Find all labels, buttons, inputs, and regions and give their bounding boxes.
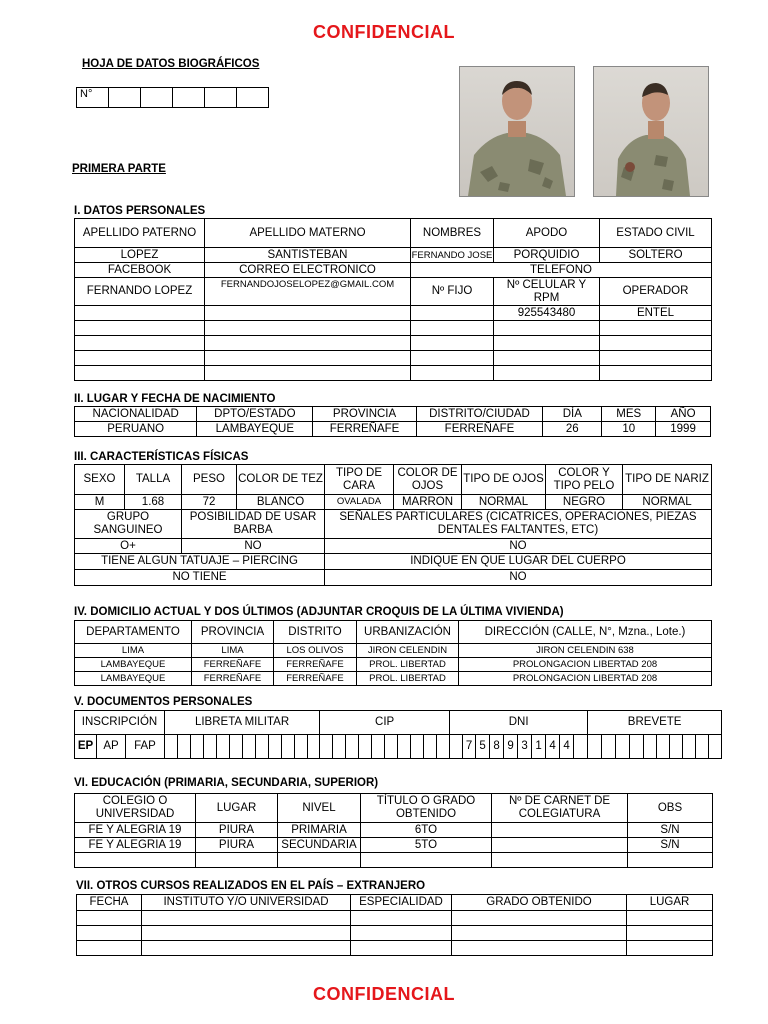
birth-table: [74, 406, 711, 437]
header-tipo-cara: TIPO DE CARA: [325, 465, 394, 495]
dni-digit[interactable]: 4: [546, 735, 560, 759]
header-especialidad: ESPECIALIDAD: [351, 895, 452, 911]
value-mes[interactable]: 10: [602, 422, 656, 437]
education-cell[interactable]: [75, 853, 196, 868]
header-urbanizacion: URBANIZACIÓN: [357, 621, 459, 644]
header-departamento: DEPARTAMENTO: [75, 621, 192, 644]
value-lugar-cuerpo[interactable]: NO: [325, 570, 712, 586]
value-estado-civil[interactable]: SOLTERO: [600, 248, 712, 263]
header-instituto: INSTITUTO Y/O UNIVERSIDAD: [142, 895, 351, 911]
course-cell[interactable]: [351, 941, 452, 956]
value-apodo[interactable]: PORQUIDIO: [494, 248, 600, 263]
header-tipo-nariz: TIPO DE NARIZ: [623, 465, 712, 495]
header-brevete: BREVETE: [588, 711, 722, 735]
confidential-header: CONFIDENCIAL: [313, 22, 455, 42]
section-1-title: I. DATOS PERSONALES: [74, 205, 206, 217]
value-color-ojos[interactable]: MARRON: [394, 495, 462, 510]
libreta-digit[interactable]: [308, 735, 320, 759]
empty-cell[interactable]: [75, 306, 205, 321]
brevete-digit[interactable]: [683, 735, 696, 759]
address-cell[interactable]: PROLONGACION LIBERTAD 208: [459, 658, 712, 672]
education-cell[interactable]: [492, 838, 628, 853]
empty-cell[interactable]: [600, 321, 712, 336]
libreta-digit[interactable]: [269, 735, 282, 759]
header-color-pelo: COLOR Y TIPO PELO: [546, 465, 623, 495]
empty-cell[interactable]: [411, 336, 494, 351]
header-grupo-sanguineo: GRUPO SANGUINEO: [75, 510, 182, 539]
header-facebook: FACEBOOK: [75, 263, 205, 278]
libreta-digit[interactable]: [243, 735, 256, 759]
header-mes: MES: [602, 407, 656, 422]
header-celular: Nº CELULAR Y RPM: [494, 278, 600, 306]
value-tipo-ojos[interactable]: NORMAL: [462, 495, 546, 510]
header-nacionalidad: NACIONALIDAD: [75, 407, 197, 422]
value-tatuaje[interactable]: NO TIENE: [75, 570, 325, 586]
cip-digit[interactable]: [359, 735, 372, 759]
cip-digit[interactable]: [372, 735, 385, 759]
empty-cell[interactable]: [600, 351, 712, 366]
profile-photo: [593, 66, 709, 197]
dni-digit[interactable]: [450, 735, 463, 759]
cip-digit[interactable]: [346, 735, 359, 759]
course-cell[interactable]: [351, 911, 452, 926]
course-cell[interactable]: [77, 926, 142, 941]
value-tipo-cara[interactable]: OVALADA: [325, 495, 394, 510]
confidential-footer: CONFIDENCIAL: [313, 984, 455, 1004]
empty-cell[interactable]: [494, 366, 600, 381]
value-nombres[interactable]: FERNANDO JOSE: [411, 249, 493, 261]
number-cell[interactable]: [141, 88, 173, 108]
value-operador[interactable]: ENTEL: [600, 306, 712, 321]
empty-cell[interactable]: [75, 366, 205, 381]
value-dpto[interactable]: LAMBAYEQUE: [197, 422, 313, 437]
dni-digit[interactable]: [574, 735, 588, 759]
header-tatuaje: TIENE ALGUN TATUAJE – PIERCING: [75, 554, 325, 570]
libreta-digit[interactable]: [256, 735, 269, 759]
header-estado-civil: ESTADO CIVIL: [600, 219, 712, 248]
brevete-digit[interactable]: [709, 735, 722, 759]
inscripcion-ep[interactable]: EP: [75, 735, 97, 759]
section-7-title: VII. OTROS CURSOS REALIZADOS EN EL PAÍS – EXTRANJERO: [76, 880, 426, 892]
empty-cell[interactable]: [75, 336, 205, 351]
dni-digit[interactable]: 8: [490, 735, 504, 759]
inscripcion-ap[interactable]: AP: [97, 735, 126, 759]
value-color-tez[interactable]: BLANCO: [237, 495, 325, 510]
value-celular[interactable]: 925543480: [494, 306, 600, 321]
course-cell[interactable]: [77, 911, 142, 926]
address-cell[interactable]: LAMBAYEQUE: [75, 672, 192, 686]
empty-cell[interactable]: [411, 366, 494, 381]
header-inscripcion: INSCRIPCIÓN: [75, 711, 165, 735]
education-cell[interactable]: 6TO: [361, 823, 492, 838]
value-sexo[interactable]: M: [75, 495, 125, 510]
courses-table: [76, 894, 713, 956]
header-dni: DNI: [450, 711, 588, 735]
number-label: N°: [77, 88, 109, 108]
address-cell[interactable]: JIRON CELENDIN 638: [459, 644, 712, 658]
course-cell[interactable]: [452, 941, 627, 956]
header-lugar: LUGAR: [196, 794, 278, 823]
value-tipo-nariz[interactable]: NORMAL: [623, 495, 712, 510]
education-cell[interactable]: [278, 853, 361, 868]
empty-cell[interactable]: [75, 351, 205, 366]
value-senales[interactable]: NO: [325, 539, 712, 554]
brevete-digit[interactable]: [670, 735, 683, 759]
header-telefono: TELEFONO: [411, 263, 712, 278]
number-cell[interactable]: [205, 88, 237, 108]
value-facebook[interactable]: FERNANDO LOPEZ: [75, 278, 205, 306]
header-senales: SEÑALES PARTICULARES (CICATRICES, OPERACIONES, PIEZAS DENTALES FALTANTES, ETC): [325, 510, 712, 539]
brevete-digit[interactable]: [588, 735, 602, 759]
personal-data-table: [74, 218, 712, 381]
empty-cell[interactable]: [205, 306, 411, 321]
front-photo: [459, 66, 575, 197]
libreta-digit[interactable]: [165, 735, 178, 759]
address-cell[interactable]: PROL. LIBERTAD: [357, 658, 459, 672]
brevete-digit[interactable]: [616, 735, 630, 759]
header-talla: TALLA: [125, 465, 182, 495]
education-cell[interactable]: [361, 853, 492, 868]
empty-cell[interactable]: [494, 336, 600, 351]
address-cell[interactable]: LAMBAYEQUE: [75, 658, 192, 672]
education-cell[interactable]: [196, 853, 278, 868]
cip-digit[interactable]: [411, 735, 424, 759]
education-cell[interactable]: FE Y ALEGRIA 19: [75, 838, 196, 853]
empty-cell[interactable]: [75, 321, 205, 336]
course-cell[interactable]: [627, 941, 713, 956]
header-sexo: SEXO: [75, 465, 125, 495]
header-operador: OPERADOR: [600, 278, 712, 306]
header-distrito: DISTRITO: [274, 621, 357, 644]
header-peso: PESO: [182, 465, 237, 495]
number-cell[interactable]: [109, 88, 141, 108]
cip-digit[interactable]: [424, 735, 437, 759]
section-6-title: VI. EDUCACIÓN (PRIMARIA, SECUNDARIA, SUPERIOR): [74, 777, 379, 789]
libreta-digit[interactable]: [204, 735, 217, 759]
libreta-digit[interactable]: [230, 735, 243, 759]
address-cell[interactable]: FERREÑAFE: [192, 658, 274, 672]
cip-digit[interactable]: [320, 735, 333, 759]
course-cell[interactable]: [142, 911, 351, 926]
brevete-digit[interactable]: [696, 735, 709, 759]
course-cell[interactable]: [452, 926, 627, 941]
empty-cell[interactable]: [600, 366, 712, 381]
value-grupo-sanguineo[interactable]: O+: [75, 539, 182, 554]
education-cell[interactable]: [492, 853, 628, 868]
libreta-digit[interactable]: [295, 735, 308, 759]
header-direccion: DIRECCIÓN (CALLE, N°, Mzna., Lote.): [459, 621, 712, 644]
value-distrito[interactable]: FERREÑAFE: [416, 422, 543, 437]
address-cell[interactable]: LIMA: [75, 644, 192, 658]
cip-digit[interactable]: [333, 735, 346, 759]
address-cell[interactable]: LIMA: [192, 644, 274, 658]
dni-digit[interactable]: 3: [518, 735, 532, 759]
education-cell[interactable]: PIURA: [196, 823, 278, 838]
address-table: [74, 620, 712, 686]
header-tipo-ojos: TIPO DE OJOS: [462, 465, 546, 495]
address-cell[interactable]: FERREÑAFE: [192, 672, 274, 686]
header-barba: POSIBILIDAD DE USAR BARBA: [182, 510, 325, 539]
header-ano: AÑO: [656, 407, 711, 422]
empty-cell[interactable]: [205, 321, 411, 336]
header-obs: OBS: [628, 794, 713, 823]
value-dia[interactable]: 26: [543, 422, 602, 437]
empty-cell[interactable]: [205, 366, 411, 381]
document-title: HOJA DE DATOS BIOGRÁFICOS: [82, 58, 260, 70]
education-table: [74, 793, 713, 868]
section-5-title: V. DOCUMENTOS PERSONALES: [74, 696, 253, 708]
education-cell[interactable]: FE Y ALEGRIA 19: [75, 823, 196, 838]
header-dpto: DPTO/ESTADO: [197, 407, 313, 422]
header-provincia: PROVINCIA: [192, 621, 274, 644]
education-cell[interactable]: PRIMARIA: [278, 823, 361, 838]
course-cell[interactable]: [627, 926, 713, 941]
inscripcion-fap[interactable]: FAP: [126, 735, 165, 759]
value-apellido-paterno[interactable]: LOPEZ: [75, 248, 205, 263]
libreta-digit[interactable]: [191, 735, 204, 759]
section-3-title: III. CARACTERÍSTICAS FÍSICAS: [74, 451, 249, 463]
education-cell[interactable]: SECUNDARIA: [278, 838, 361, 853]
header-fecha: FECHA: [77, 895, 142, 911]
empty-cell[interactable]: [494, 321, 600, 336]
empty-cell[interactable]: [494, 351, 600, 366]
part-title: PRIMERA PARTE: [72, 163, 166, 175]
empty-cell[interactable]: [411, 306, 494, 321]
number-box: [76, 87, 269, 108]
number-cell[interactable]: [173, 88, 205, 108]
dni-digit[interactable]: 7: [463, 735, 476, 759]
address-cell[interactable]: PROL. LIBERTAD: [357, 672, 459, 686]
header-fijo: Nº FIJO: [411, 278, 494, 306]
course-cell[interactable]: [452, 911, 627, 926]
brevete-digit[interactable]: [644, 735, 657, 759]
address-cell[interactable]: FERREÑAFE: [274, 658, 357, 672]
brevete-digit[interactable]: [657, 735, 670, 759]
header-apellido-materno: APELLIDO MATERNO: [205, 219, 411, 248]
dni-digit[interactable]: 9: [504, 735, 518, 759]
header-libreta-militar: LIBRETA MILITAR: [165, 711, 320, 735]
value-nacionalidad[interactable]: PERUANO: [75, 422, 197, 437]
header-apellido-paterno: APELLIDO PATERNO: [75, 219, 205, 248]
empty-cell[interactable]: [411, 321, 494, 336]
header-distrito: DISTRITO/CIUDAD: [416, 407, 543, 422]
value-ano[interactable]: 1999: [656, 422, 711, 437]
libreta-digit[interactable]: [178, 735, 191, 759]
header-color-tez: COLOR DE TEZ: [237, 465, 325, 495]
number-cell[interactable]: [237, 88, 269, 108]
cip-digit[interactable]: [385, 735, 398, 759]
header-carnet: Nº DE CARNET DE COLEGIATURA: [492, 794, 628, 823]
empty-cell[interactable]: [205, 351, 411, 366]
education-cell[interactable]: PIURA: [196, 838, 278, 853]
dni-digit[interactable]: 1: [532, 735, 546, 759]
course-cell[interactable]: [77, 941, 142, 956]
course-cell[interactable]: [142, 941, 351, 956]
address-cell[interactable]: JIRON CELENDIN: [357, 644, 459, 658]
education-cell[interactable]: [492, 823, 628, 838]
header-cip: CIP: [320, 711, 450, 735]
address-cell[interactable]: LOS OLIVOS: [274, 644, 357, 658]
cip-digit[interactable]: [437, 735, 450, 759]
header-apodo: APODO: [494, 219, 600, 248]
documents-table: [74, 710, 738, 759]
education-cell[interactable]: S/N: [628, 823, 713, 838]
value-provincia[interactable]: FERREÑAFE: [313, 422, 416, 437]
section-2-title: II. LUGAR Y FECHA DE NACIMIENTO: [74, 393, 276, 405]
front-photo-image: [460, 67, 574, 196]
value-apellido-materno[interactable]: SANTISTEBAN: [205, 248, 411, 263]
address-cell[interactable]: FERREÑAFE: [274, 672, 357, 686]
value-peso[interactable]: 72: [182, 495, 237, 510]
value-email[interactable]: FERNANDOJOSELOPEZ@GMAIL.COM: [205, 278, 411, 306]
value-barba[interactable]: NO: [182, 539, 325, 554]
libreta-digit[interactable]: [282, 735, 295, 759]
physical-table: [74, 464, 712, 586]
header-correo: CORREO ELECTRONICO: [205, 263, 411, 278]
course-cell[interactable]: [142, 926, 351, 941]
header-lugar-cuerpo: INDIQUE EN QUE LUGAR DEL CUERPO: [325, 554, 712, 570]
header-lugar: LUGAR: [627, 895, 713, 911]
education-cell[interactable]: S/N: [628, 838, 713, 853]
header-color-ojos: COLOR DE OJOS: [394, 465, 462, 495]
header-nombres: NOMBRES: [411, 219, 494, 248]
header-nivel: NIVEL: [278, 794, 361, 823]
empty-cell[interactable]: [411, 351, 494, 366]
brevete-digit[interactable]: [602, 735, 616, 759]
libreta-digit[interactable]: [217, 735, 230, 759]
header-colegio: COLEGIO O UNIVERSIDAD: [75, 794, 196, 823]
empty-cell[interactable]: [205, 336, 411, 351]
header-titulo: TÍTULO O GRADO OBTENIDO: [361, 794, 492, 823]
education-cell[interactable]: 5TO: [361, 838, 492, 853]
course-cell[interactable]: [351, 926, 452, 941]
header-provincia: PROVINCIA: [313, 407, 416, 422]
education-cell[interactable]: [628, 853, 713, 868]
empty-cell[interactable]: [600, 336, 712, 351]
profile-photo-image: [594, 67, 708, 196]
cip-digit[interactable]: [398, 735, 411, 759]
section-4-title: IV. DOMICILIO ACTUAL Y DOS ÚLTIMOS (ADJUNTAR CROQUIS DE LA ÚLTIMA VIVIENDA): [74, 606, 564, 618]
value-talla[interactable]: 1.68: [125, 495, 182, 510]
dni-digit[interactable]: 5: [476, 735, 490, 759]
brevete-digit[interactable]: [630, 735, 644, 759]
dni-digit[interactable]: 4: [560, 735, 574, 759]
address-cell[interactable]: PROLONGACION LIBERTAD 208: [459, 672, 712, 686]
course-cell[interactable]: [627, 911, 713, 926]
value-color-pelo[interactable]: NEGRO: [546, 495, 623, 510]
header-dia: DÍA: [543, 407, 602, 422]
header-grado: GRADO OBTENIDO: [452, 895, 627, 911]
